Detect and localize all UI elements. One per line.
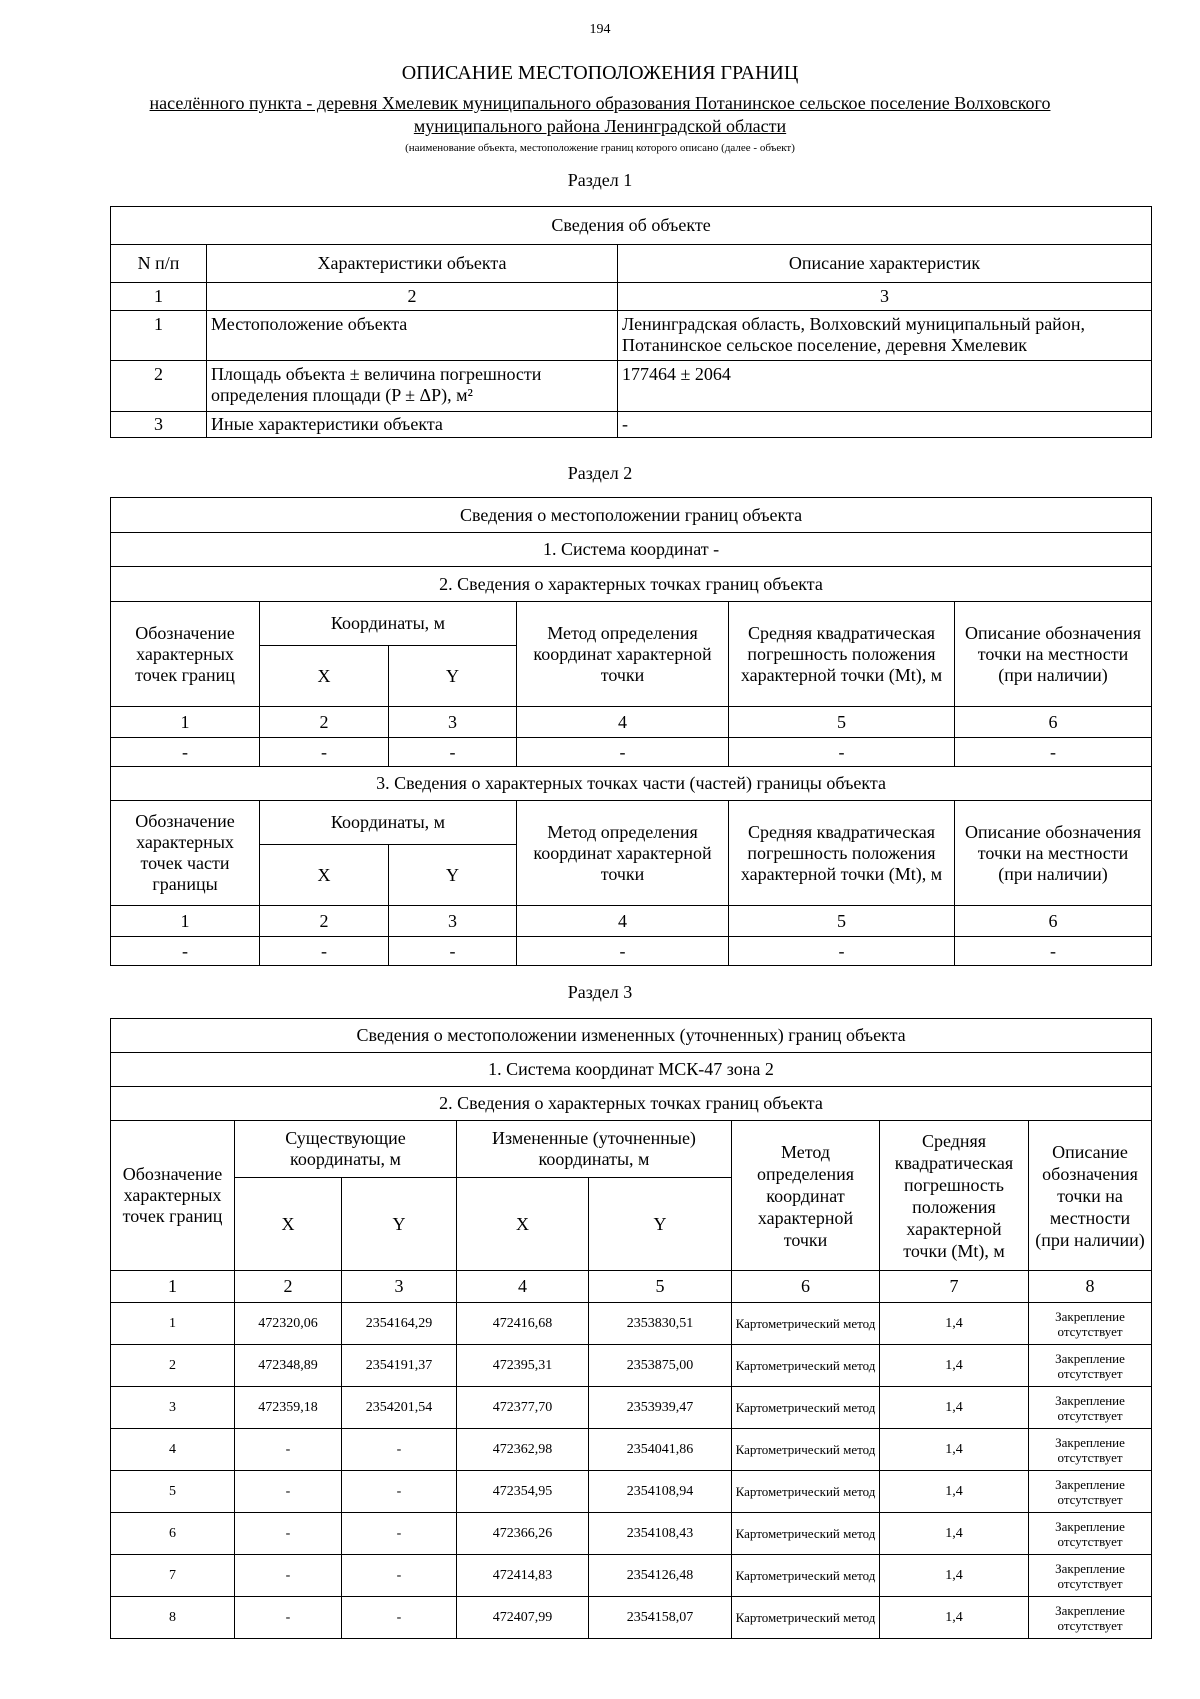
changed-x: 472416,68 xyxy=(457,1303,589,1345)
point-description: Закрепление отсутствует xyxy=(1029,1345,1152,1387)
changed-x: 472362,98 xyxy=(457,1429,589,1471)
table-title: Сведения о местоположении измененных (уточненных) границ объекта xyxy=(111,1019,1152,1053)
table-row xyxy=(111,1597,1152,1639)
col-number: 4 xyxy=(517,906,729,937)
characteristic: Площадь объекта ± величина погрешности определения площади (P ± ΔP), м² xyxy=(207,361,618,412)
col-number: 2 xyxy=(207,283,618,311)
cell: - xyxy=(389,738,517,767)
changed-y: 2353939,47 xyxy=(589,1387,732,1429)
section-1-heading: Раздел 1 xyxy=(567,170,633,190)
changed-x: 472407,99 xyxy=(457,1597,589,1639)
point-description: Закрепление отсутствует xyxy=(1029,1597,1152,1639)
section-2-heading: Раздел 2 xyxy=(567,463,633,483)
changed-y: 2354108,94 xyxy=(589,1471,732,1513)
existing-y: 2354164,29 xyxy=(342,1303,457,1345)
existing-y: - xyxy=(342,1513,457,1555)
cell: - xyxy=(517,937,729,966)
col-number: 8 xyxy=(1029,1271,1152,1303)
point-description: Закрепление отсутствует xyxy=(1029,1387,1152,1429)
coordinate-system: 1. Система координат МСК-47 зона 2 xyxy=(111,1053,1152,1087)
header-existing-y: Y xyxy=(342,1178,457,1271)
table-row xyxy=(111,738,1152,767)
row-number: 3 xyxy=(111,412,207,438)
table-row xyxy=(111,1513,1152,1555)
col-number: 6 xyxy=(955,707,1152,738)
col-number: 6 xyxy=(955,906,1152,937)
cell: - xyxy=(729,937,955,966)
mean-error: 1,4 xyxy=(880,1555,1029,1597)
header-description: Описание обозначения точки на местности (при наличии) xyxy=(955,602,1152,707)
cell: - xyxy=(955,738,1152,767)
header-method: Метод определения координат характерной точки xyxy=(517,801,729,906)
col-number: 2 xyxy=(235,1271,342,1303)
cell: - xyxy=(389,937,517,966)
method: Картометрический метод xyxy=(732,1471,880,1513)
subsection-title: 2. Сведения о характерных точках границ объекта xyxy=(111,1087,1152,1121)
point-number: 8 xyxy=(111,1597,235,1639)
point-number: 7 xyxy=(111,1555,235,1597)
existing-y: - xyxy=(342,1597,457,1639)
header-coordinates: Координаты, м xyxy=(260,801,517,845)
existing-y: - xyxy=(342,1429,457,1471)
col-number: 1 xyxy=(111,1271,235,1303)
table-row xyxy=(111,1387,1152,1429)
page-number: 194 xyxy=(589,22,611,37)
col-number: 4 xyxy=(517,707,729,738)
header-description: Описание обозначения точки на местности (при наличии) xyxy=(955,801,1152,906)
changed-x: 472414,83 xyxy=(457,1555,589,1597)
header-y: Y xyxy=(389,646,517,707)
point-number: 3 xyxy=(111,1387,235,1429)
changed-y: 2354041,86 xyxy=(589,1429,732,1471)
header-changed-x: X xyxy=(457,1178,589,1271)
changed-x: 472395,31 xyxy=(457,1345,589,1387)
header-point-designation: Обозначение характерных точек части границы xyxy=(111,801,260,906)
header-point-designation: Обозначение характерных точек границ xyxy=(111,1121,235,1271)
cell: - xyxy=(517,738,729,767)
header-method: Метод определения координат характерной точки xyxy=(517,602,729,707)
method: Картометрический метод xyxy=(732,1555,880,1597)
subsection-title: 3. Сведения о характерных точках части (частей) границы объекта xyxy=(111,767,1152,801)
changed-x: 472377,70 xyxy=(457,1387,589,1429)
col-number: 3 xyxy=(342,1271,457,1303)
table-row xyxy=(111,1555,1152,1597)
changed-y: 2354126,48 xyxy=(589,1555,732,1597)
section-3-table xyxy=(110,1018,1152,1639)
existing-x: 472359,18 xyxy=(235,1387,342,1429)
mean-error: 1,4 xyxy=(880,1471,1029,1513)
col-number: 5 xyxy=(729,707,955,738)
col-number: 3 xyxy=(389,707,517,738)
existing-x: - xyxy=(235,1555,342,1597)
method: Картометрический метод xyxy=(732,1303,880,1345)
cell: - xyxy=(260,738,389,767)
header-error: Средняя квадратическая погрешность положения характерной точки (Mt), м xyxy=(880,1121,1029,1271)
mean-error: 1,4 xyxy=(880,1597,1029,1639)
section-3-heading: Раздел 3 xyxy=(567,982,633,1002)
header-x: X xyxy=(260,845,389,906)
header-coordinates: Координаты, м xyxy=(260,602,517,646)
changed-x: 472354,95 xyxy=(457,1471,589,1513)
existing-y: 2354191,37 xyxy=(342,1345,457,1387)
existing-x: - xyxy=(235,1513,342,1555)
object-hint: (наименование объекта, местоположение границ которого описано (далее - объект) xyxy=(405,142,795,154)
section-2-table xyxy=(110,497,1152,966)
col-number: 5 xyxy=(589,1271,732,1303)
mean-error: 1,4 xyxy=(880,1345,1029,1387)
mean-error: 1,4 xyxy=(880,1513,1029,1555)
changed-y: 2354108,43 xyxy=(589,1513,732,1555)
table-row xyxy=(111,311,1152,361)
header-method: Метод определения координат характерной точки xyxy=(732,1121,880,1271)
col-number: 3 xyxy=(618,283,1152,311)
existing-x: 472348,89 xyxy=(235,1345,342,1387)
point-number: 6 xyxy=(111,1513,235,1555)
object-name-line-2: муниципального района Ленинградской области xyxy=(413,116,787,136)
method: Картометрический метод xyxy=(732,1345,880,1387)
col-number: 3 xyxy=(389,906,517,937)
point-number: 4 xyxy=(111,1429,235,1471)
col-header: Характеристики объекта xyxy=(207,245,618,283)
mean-error: 1,4 xyxy=(880,1429,1029,1471)
cell: - xyxy=(729,738,955,767)
table-title: Сведения об объекте xyxy=(111,207,1152,245)
row-number: 1 xyxy=(111,311,207,361)
point-number: 2 xyxy=(111,1345,235,1387)
point-description: Закрепление отсутствует xyxy=(1029,1471,1152,1513)
row-number: 2 xyxy=(111,361,207,412)
object-name xyxy=(100,92,1100,138)
table-row xyxy=(111,937,1152,966)
col-number: 2 xyxy=(260,707,389,738)
changed-y: 2353875,00 xyxy=(589,1345,732,1387)
characteristic-description: - xyxy=(618,412,1152,438)
table-row xyxy=(111,361,1152,412)
existing-x: - xyxy=(235,1429,342,1471)
characteristic-description: Ленинградская область, Волховский муниципальный район, Потанинское сельское поселение, деревня Хмелевик xyxy=(618,311,1152,361)
col-number: 7 xyxy=(880,1271,1029,1303)
method: Картометрический метод xyxy=(732,1597,880,1639)
header-description: Описание обозначения точки на местности (при наличии) xyxy=(1029,1121,1152,1271)
col-number: 1 xyxy=(111,906,260,937)
characteristic: Иные характеристики объекта xyxy=(207,412,618,438)
table-row xyxy=(111,1303,1152,1345)
existing-x: - xyxy=(235,1471,342,1513)
point-description: Закрепление отсутствует xyxy=(1029,1513,1152,1555)
table-title: Сведения о местоположении границ объекта xyxy=(111,498,1152,533)
section-1-table xyxy=(110,206,1152,438)
table-row xyxy=(111,1429,1152,1471)
existing-y: - xyxy=(342,1555,457,1597)
existing-y: 2354201,54 xyxy=(342,1387,457,1429)
method: Картометрический метод xyxy=(732,1387,880,1429)
col-number: 5 xyxy=(729,906,955,937)
method: Картометрический метод xyxy=(732,1429,880,1471)
coordinate-system: 1. Система координат - xyxy=(111,533,1152,567)
existing-x: - xyxy=(235,1597,342,1639)
document-title: ОПИСАНИЕ МЕСТОПОЛОЖЕНИЯ ГРАНИЦ xyxy=(401,62,799,84)
header-x: X xyxy=(260,646,389,707)
header-error: Средняя квадратическая погрешность положения характерной точки (Mt), м xyxy=(729,602,955,707)
table-row xyxy=(111,1345,1152,1387)
header-y: Y xyxy=(389,845,517,906)
col-header: N п/п xyxy=(111,245,207,283)
point-number: 1 xyxy=(111,1303,235,1345)
changed-x: 472366,26 xyxy=(457,1513,589,1555)
cell: - xyxy=(111,738,260,767)
point-number: 5 xyxy=(111,1471,235,1513)
cell: - xyxy=(111,937,260,966)
subsection-title: 2. Сведения о характерных точках границ объекта xyxy=(111,567,1152,602)
mean-error: 1,4 xyxy=(880,1303,1029,1345)
col-number: 1 xyxy=(111,283,207,311)
point-description: Закрепление отсутствует xyxy=(1029,1303,1152,1345)
col-number: 6 xyxy=(732,1271,880,1303)
characteristic-description: 177464 ± 2064 xyxy=(618,361,1152,412)
mean-error: 1,4 xyxy=(880,1387,1029,1429)
point-description: Закрепление отсутствует xyxy=(1029,1429,1152,1471)
col-number: 2 xyxy=(260,906,389,937)
changed-y: 2353830,51 xyxy=(589,1303,732,1345)
cell: - xyxy=(955,937,1152,966)
header-error: Средняя квадратическая погрешность положения характерной точки (Mt), м xyxy=(729,801,955,906)
object-name-line-1: населённого пункта - деревня Хмелевик муниципального образования Потанинское сельское поселение Волховского xyxy=(149,93,1051,113)
header-changed-coordinates: Измененные (уточненные) координаты, м xyxy=(457,1121,732,1178)
header-existing-coordinates: Существующие координаты, м xyxy=(235,1121,457,1178)
existing-y: - xyxy=(342,1471,457,1513)
point-description: Закрепление отсутствует xyxy=(1029,1555,1152,1597)
existing-x: 472320,06 xyxy=(235,1303,342,1345)
changed-y: 2354158,07 xyxy=(589,1597,732,1639)
table-row xyxy=(111,1471,1152,1513)
col-header: Описание характеристик xyxy=(618,245,1152,283)
method: Картометрический метод xyxy=(732,1513,880,1555)
header-changed-y: Y xyxy=(589,1178,732,1271)
header-existing-x: X xyxy=(235,1178,342,1271)
cell: - xyxy=(260,937,389,966)
characteristic: Местоположение объекта xyxy=(207,311,618,361)
header-point-designation: Обозначение характерных точек границ xyxy=(111,602,260,707)
col-number: 4 xyxy=(457,1271,589,1303)
col-number: 1 xyxy=(111,707,260,738)
table-row xyxy=(111,412,1152,438)
